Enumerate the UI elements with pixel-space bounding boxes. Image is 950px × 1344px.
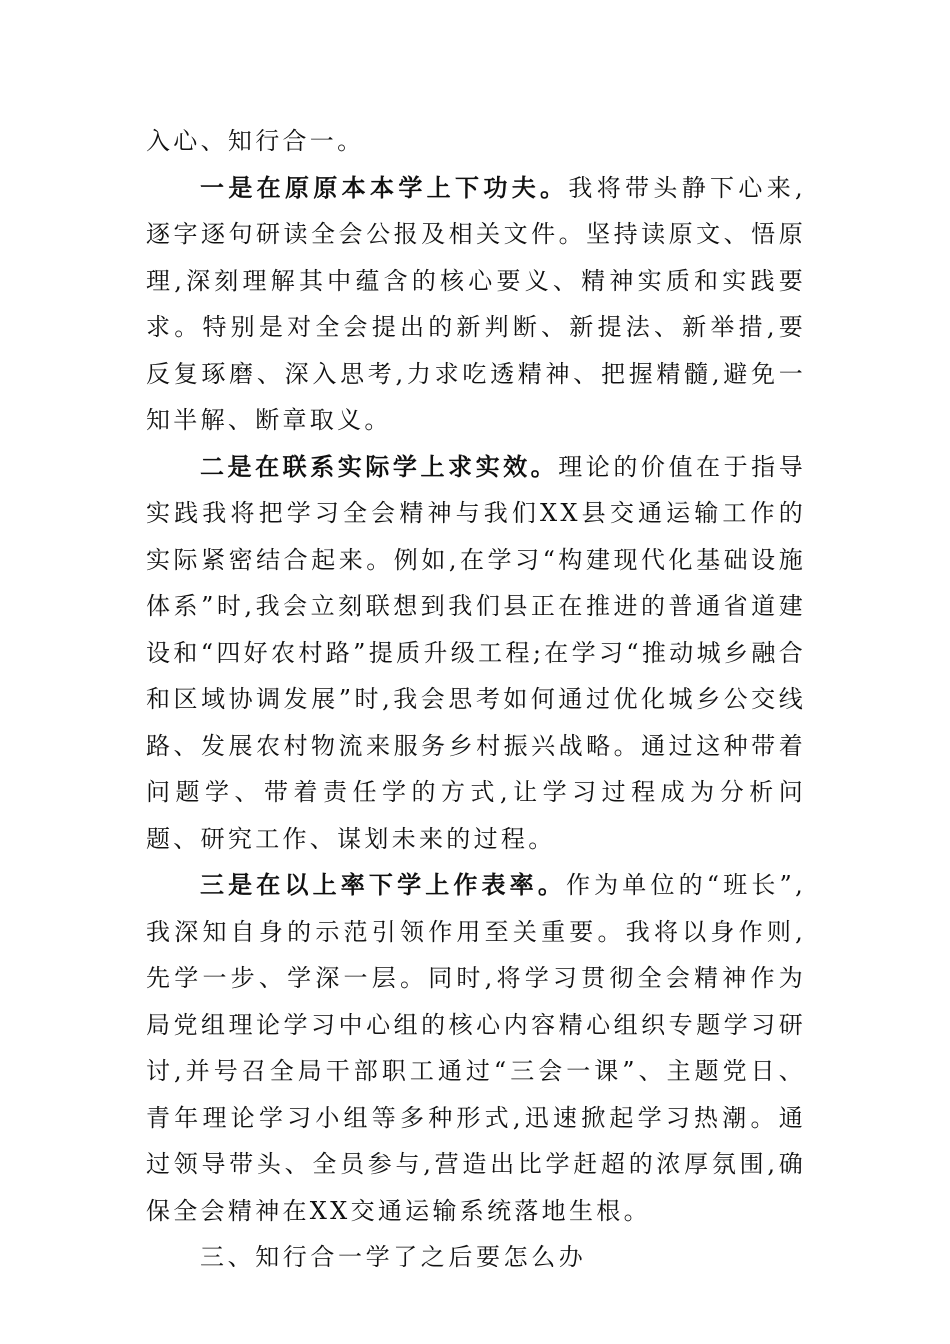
paragraph-continuation (146, 118, 806, 165)
paragraph-third-point (146, 862, 806, 1234)
paragraph-lead: 一是在原原本本学上下功夫。 (200, 172, 569, 202)
paragraph-lead: 三是在以上率下学上作表率。 (200, 870, 566, 899)
paragraph-lead: 二是在联系实际学上求实效。 (200, 451, 559, 481)
paragraph-first-point (146, 165, 806, 444)
paragraph-text: 理论的价值在于指导实践我将把学习全会精神与我们XX县交通运输工作的实际紧密结合起来。例如,在学习“构建现代化基础设施体系”时,我会立刻联想到我们县正在推进的普通省道建设和“四好农村路”提质升级工程;在学习“推动城乡融合和区域协调发展”时,我会思考如何通过优化城乡公交线路、发展农村物流来服务乡村振兴战略。通过这种带着问题学、带着责任学的方式,让学习过程成为分析问题、研究工作、谋划未来的过程。 (146, 452, 807, 853)
paragraph-text: 我将带头静下心来,逐字逐句研读全会公报及相关文件。坚持读原文、悟原理,深刻理解其中蕴含的核心要义、精神实质和实践要求。特别是对全会提出的新判断、新提法、新举措,要反复琢磨、深入思考,力求吃透精神、把握精髓,避免一知半解、断章取义。 (146, 173, 806, 434)
paragraph-second-point (146, 444, 806, 863)
section-heading: 三、知行合一学了之后要怎么办 (200, 1243, 587, 1271)
document-body (146, 118, 806, 1281)
paragraph-text: 作为单位的“班长”,我深知自身的示范引领作用至关重要。我将以身作则,先学一步、学深一层。同时,将学习贯彻全会精神作为局党组理论学习中心组的核心内容精心组织专题学习研讨,并号召全局干部职工通过“三会一课”、主题党日、青年理论学习小组等多种形式,迅速掀起学习热潮。通过领导带头、全员参与,营造出比学赶超的浓厚氛围,确保全会精神在XX交通运输系统落地生根。 (146, 871, 806, 1225)
paragraph-text: 入心、知行合一。 (146, 127, 365, 155)
